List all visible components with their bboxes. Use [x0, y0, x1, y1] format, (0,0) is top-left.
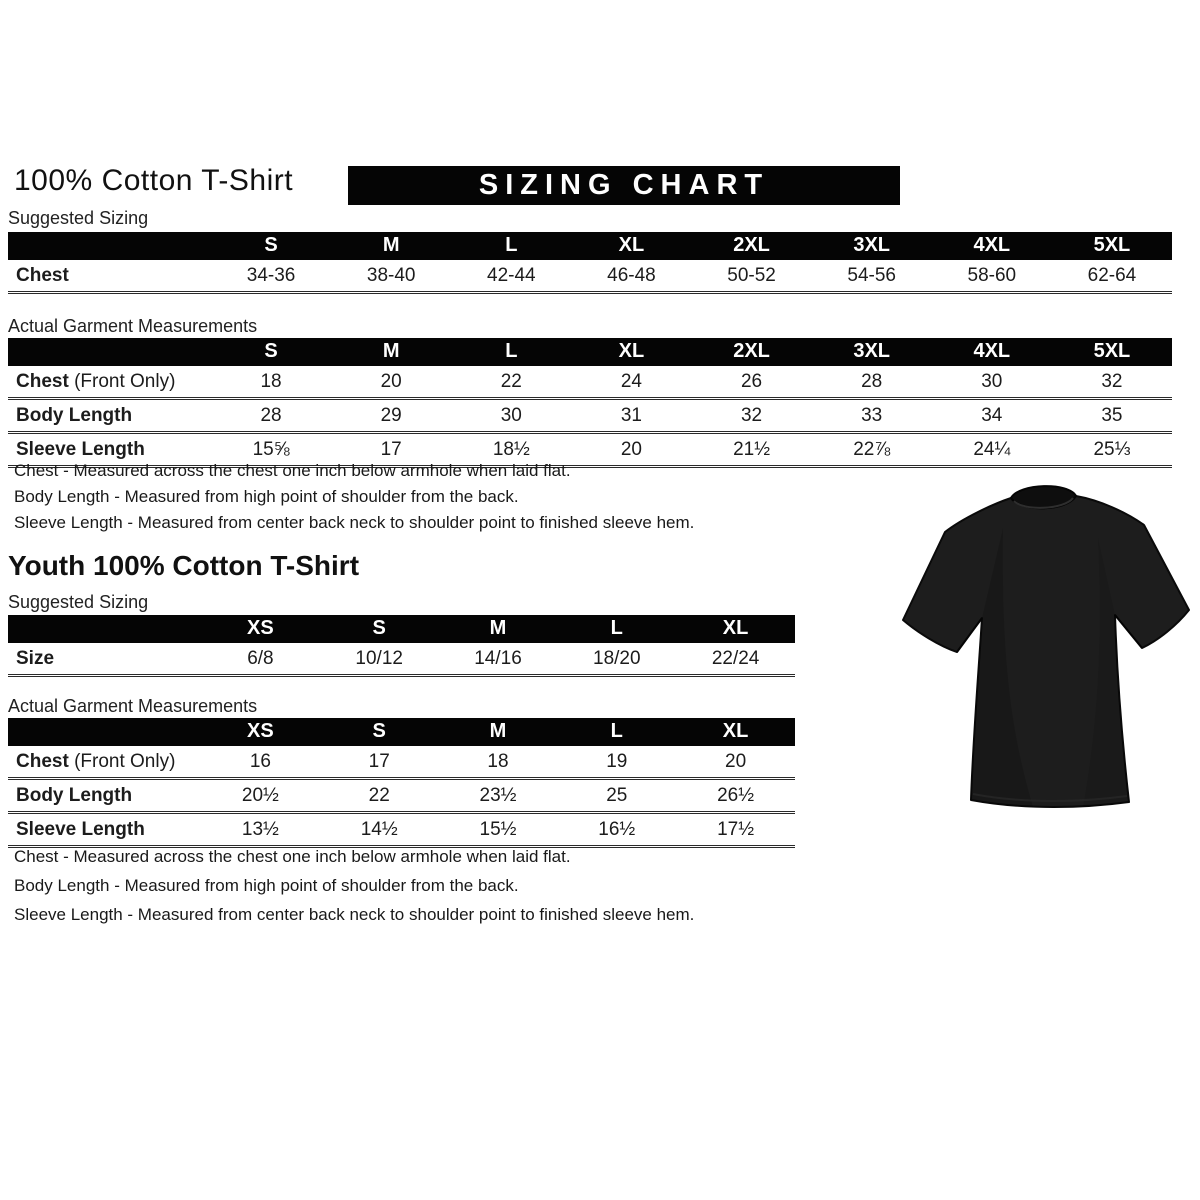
table-cell: 38-40	[366, 265, 416, 286]
table-cell: 23½	[479, 785, 517, 806]
table-cell: 29	[380, 405, 402, 426]
table-cell: 25⅓	[1093, 439, 1131, 460]
table-cell: 32	[740, 405, 763, 426]
table-cell: 15½	[479, 819, 517, 840]
row-label: Chest (Front Only)	[16, 751, 176, 772]
black-tshirt-image	[893, 468, 1195, 820]
table-cell: 33	[861, 405, 883, 426]
table-header-row	[8, 718, 795, 746]
table-cell: 18½	[492, 439, 530, 460]
table-cell: 50-52	[727, 265, 776, 286]
column-header: S	[372, 720, 386, 742]
column-header: 4XL	[973, 234, 1011, 256]
note-sleeve-length: Sleeve Length - Measured from center back neck to shoulder point to finished sleeve hem.	[14, 905, 695, 924]
table-row	[8, 643, 795, 677]
column-header: L	[505, 340, 518, 362]
table-cell: 21½	[733, 439, 771, 460]
column-header: M	[382, 340, 400, 362]
column-header: XL	[722, 720, 749, 742]
column-header: M	[489, 720, 507, 742]
table-cell: 42-44	[487, 265, 536, 286]
table-cell: 10/12	[355, 648, 403, 669]
table-corner-cell	[8, 730, 201, 735]
table-cell: 18/20	[593, 648, 641, 669]
column-header: 2XL	[733, 340, 770, 362]
table-cell: 17	[380, 439, 402, 460]
table-cell: 20	[725, 751, 747, 772]
adult-suggested-sizing-label: Suggested Sizing	[8, 208, 149, 228]
table-row	[8, 260, 1172, 294]
table-cell: 24¼	[973, 439, 1011, 460]
table-cell: 26½	[717, 785, 755, 806]
table-cell: 25	[606, 785, 628, 806]
column-header: S	[264, 340, 278, 362]
row-label: Body Length	[16, 785, 133, 806]
table-row	[8, 400, 1172, 434]
note-chest: Chest - Measured across the chest one inch below armhole when laid flat.	[14, 461, 571, 480]
adult-actual-measurements-table	[8, 338, 1172, 468]
youth-actual-measurements-table	[8, 718, 795, 848]
table-cell: 16	[249, 751, 271, 772]
column-header: M	[489, 617, 507, 639]
table-corner-cell	[8, 627, 201, 632]
table-header-row	[8, 338, 1172, 366]
adult-actual-measurements-label: Actual Garment Measurements	[8, 316, 258, 336]
youth-actual-measurements-label: Actual Garment Measurements	[8, 696, 258, 716]
note-sleeve-length: Sleeve Length - Measured from center back neck to shoulder point to finished sleeve hem.	[14, 513, 695, 532]
table-cell: 18	[487, 751, 509, 772]
column-header: 4XL	[973, 340, 1011, 362]
column-header: S	[372, 617, 386, 639]
table-cell: 34-36	[246, 265, 296, 286]
table-cell: 28	[260, 405, 282, 426]
table-cell: 17½	[717, 819, 755, 840]
column-header: 5XL	[1093, 234, 1131, 256]
row-label: Chest (Front Only)	[16, 371, 176, 392]
table-cell: 22	[500, 371, 522, 392]
table-cell: 13½	[241, 819, 279, 840]
black-tshirt-svg	[893, 468, 1195, 820]
table-cell: 34	[981, 405, 1003, 426]
table-cell: 24	[620, 371, 642, 392]
table-cell: 22/24	[711, 648, 760, 669]
table-cell: 46-48	[607, 265, 656, 286]
column-header: M	[382, 234, 400, 256]
column-header: 5XL	[1093, 340, 1131, 362]
adult-measurement-notes	[14, 458, 694, 536]
table-cell: 58-60	[967, 265, 1017, 286]
table-corner-cell	[8, 244, 211, 249]
row-label: Body Length	[16, 405, 133, 426]
table-cell: 30	[500, 405, 522, 426]
table-cell: 54-56	[847, 265, 896, 286]
table-cell: 19	[606, 751, 628, 772]
sizing-chart-banner-text: SIZING CHART	[478, 169, 770, 201]
youth-suggested-sizing-label: Suggested Sizing	[8, 592, 149, 612]
table-cell: 20½	[241, 785, 279, 806]
table-cell: 16½	[598, 819, 636, 840]
table-cell: 31	[620, 405, 642, 426]
note-body-length: Body Length - Measured from high point of shoulder from the back.	[14, 876, 519, 895]
row-label: Chest	[16, 265, 69, 286]
table-cell: 32	[1101, 371, 1123, 392]
table-cell: 15⅝	[252, 439, 290, 460]
page-title: 100% Cotton T-Shirt	[14, 164, 294, 197]
column-header: L	[610, 617, 623, 639]
column-header: 3XL	[853, 340, 891, 362]
sizing-chart-banner	[348, 166, 900, 205]
table-cell: 14½	[360, 819, 398, 840]
table-cell: 62-64	[1087, 265, 1137, 286]
column-header: XS	[247, 720, 274, 742]
column-header: 2XL	[733, 234, 770, 256]
table-corner-cell	[8, 350, 211, 355]
column-header: XL	[618, 340, 645, 362]
table-cell: 14/16	[474, 648, 522, 669]
note-body-length: Body Length - Measured from high point of shoulder from the back.	[14, 487, 519, 506]
table-header-row	[8, 615, 795, 643]
table-cell: 30	[981, 371, 1003, 392]
table-cell: 17	[368, 751, 390, 772]
table-header-row	[8, 232, 1172, 260]
table-cell: 20	[620, 439, 642, 460]
row-label: Size	[16, 648, 55, 669]
table-cell: 22⅞	[853, 439, 891, 460]
table-row	[8, 780, 795, 814]
column-header: L	[505, 234, 518, 256]
note-chest: Chest - Measured across the chest one inch below armhole when laid flat.	[14, 847, 571, 866]
table-row	[8, 366, 1172, 400]
row-label: Sleeve Length	[16, 439, 145, 460]
table-cell: 18	[260, 371, 282, 392]
adult-suggested-sizing-table	[8, 232, 1172, 294]
column-header: XS	[247, 617, 274, 639]
table-cell: 35	[1101, 405, 1123, 426]
column-header: XL	[722, 617, 749, 639]
youth-section-title: Youth 100% Cotton T-Shirt	[8, 550, 360, 581]
table-row	[8, 746, 795, 780]
youth-suggested-sizing-table	[8, 615, 795, 677]
table-cell: 20	[380, 371, 402, 392]
table-cell: 6/8	[247, 648, 274, 669]
column-header: S	[264, 234, 278, 256]
table-cell: 28	[861, 371, 883, 392]
row-label: Sleeve Length	[16, 819, 145, 840]
column-header: XL	[618, 234, 645, 256]
table-cell: 26	[740, 371, 763, 392]
column-header: L	[610, 720, 623, 742]
table-cell: 22	[368, 785, 390, 806]
youth-measurement-notes	[14, 842, 694, 929]
column-header: 3XL	[853, 234, 891, 256]
